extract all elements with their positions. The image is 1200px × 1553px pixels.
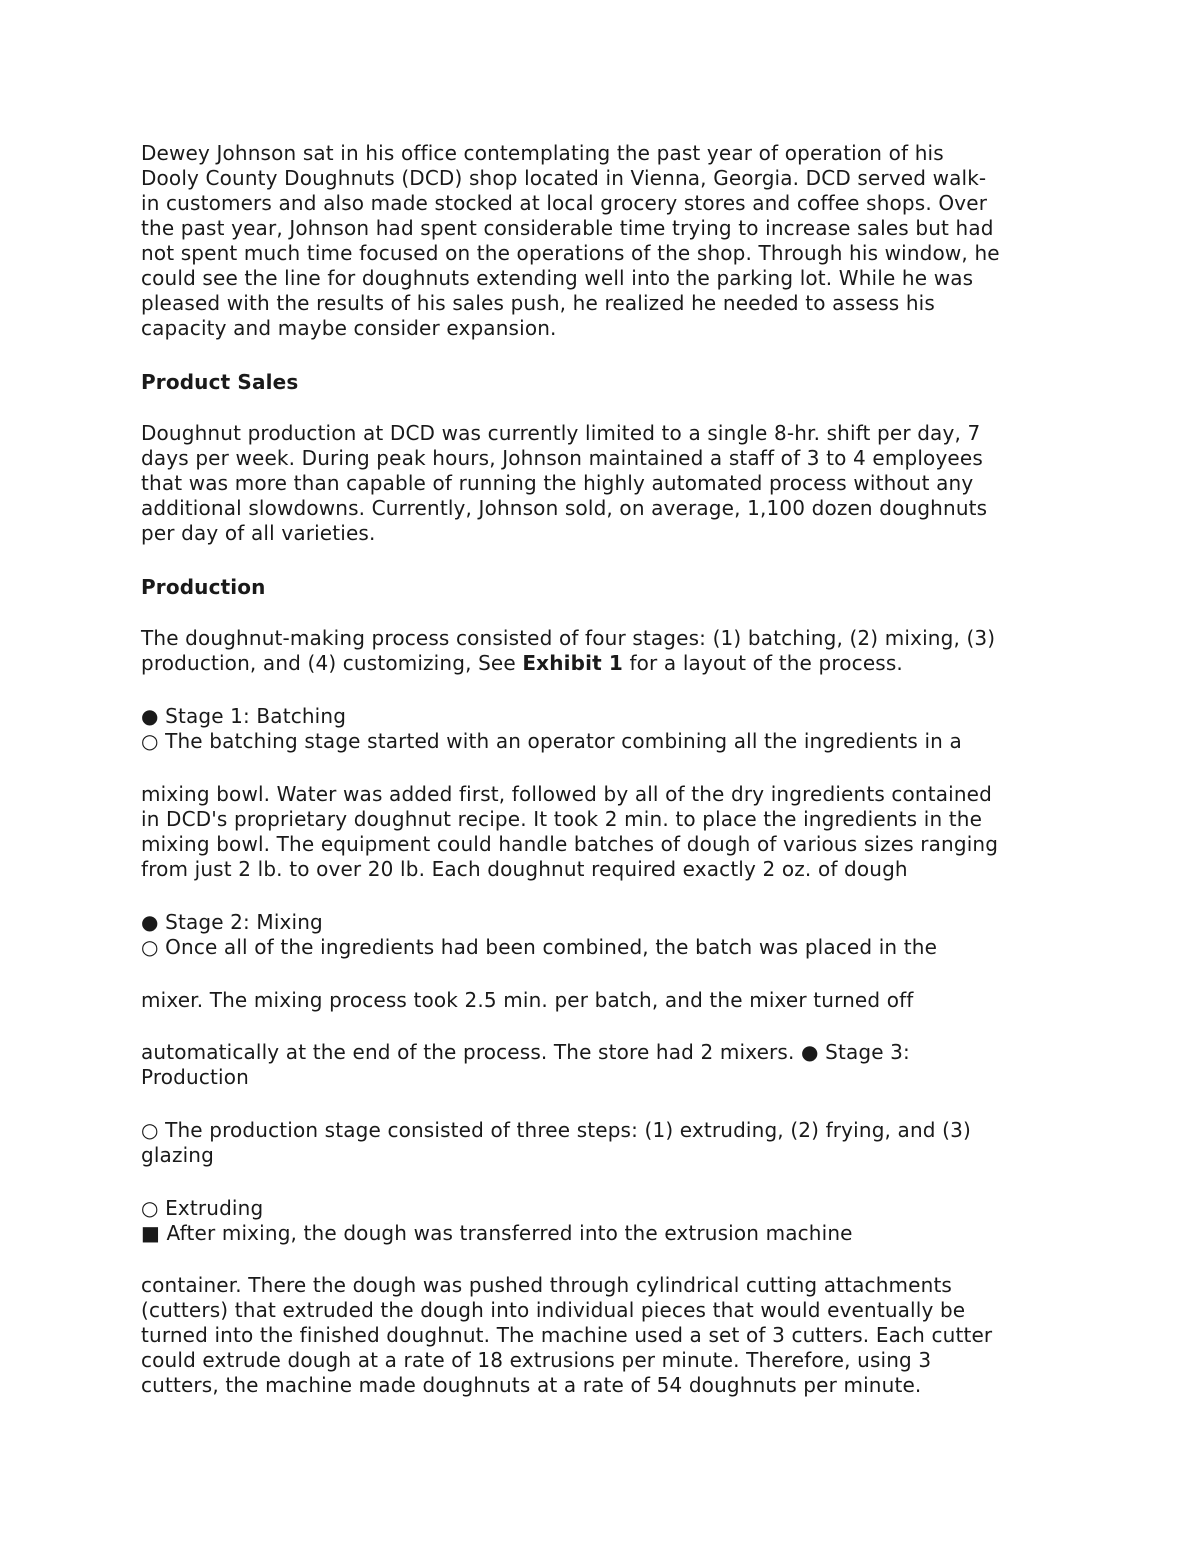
- paragraph-line: glazing: [141, 1143, 214, 1167]
- stage-sub-sub-bullet: ■ After mixing, the dough was transferred into the extrusion machine: [141, 1221, 853, 1245]
- stage-sub-bullet: ○ The batching stage started with an operator combining all the ingredients in a: [141, 729, 962, 753]
- paragraph-line: days per week. During peak hours, Johnson maintained a staff of 3 to 4 employees: [141, 446, 983, 470]
- intro-line: in customers and also made stocked at local grocery stores and coffee shops. Over: [141, 191, 988, 215]
- paragraph-line: turned into the finished doughnut. The machine used a set of 3 cutters. Each cutter: [141, 1323, 993, 1347]
- paragraph-line: from just 2 lb. to over 20 lb. Each doughnut required exactly 2 oz. of dough: [141, 857, 908, 881]
- section-heading-production: Production: [141, 575, 266, 599]
- paragraph-line: container. There the dough was pushed through cylindrical cutting attachments: [141, 1273, 953, 1297]
- paragraph-line: [141, 651, 903, 676]
- paragraph-line: could extrude dough at a rate of 18 extrusions per minute. Therefore, using 3: [141, 1348, 932, 1372]
- section-heading-product-sales: Product Sales: [141, 370, 299, 394]
- paragraph-line: mixing bowl. Water was added first, followed by all of the dry ingredients contained: [141, 782, 992, 806]
- paragraph-line: cutters, the machine made doughnuts at a rate of 54 doughnuts per minute.: [141, 1373, 922, 1397]
- paragraph-line: Production: [141, 1065, 249, 1089]
- stage-sub-bullet: ○ The production stage consisted of three steps: (1) extruding, (2) frying, and (3): [141, 1118, 971, 1142]
- paragraph-line: The doughnut-making process consisted of four stages: (1) batching, (2) mixing, (3): [141, 626, 996, 650]
- paragraph-line: per day of all varieties.: [141, 521, 376, 545]
- text-run: production, and (4) customizing, See: [141, 651, 523, 675]
- stage-title: ● Stage 1: Batching: [141, 704, 347, 728]
- intro-line: not spent much time focused on the operations of the shop. Through his window, he: [141, 241, 1000, 265]
- paragraph-line: Doughnut production at DCD was currently limited to a single 8-hr. shift per day, 7: [141, 421, 981, 445]
- paragraph-line: mixing bowl. The equipment could handle batches of dough of various sizes ranging: [141, 832, 999, 856]
- paragraph-line: that was more than capable of running the highly automated process without any: [141, 471, 974, 495]
- paragraph-line: mixer. The mixing process took 2.5 min. per batch, and the mixer turned off: [141, 988, 914, 1012]
- stage-title: ● Stage 2: Mixing: [141, 910, 323, 934]
- text-run: for a layout of the process.: [622, 651, 903, 675]
- exhibit-reference: Exhibit 1: [522, 651, 623, 675]
- paragraph-line: automatically at the end of the process. The store had 2 mixers. ● Stage 3:: [141, 1040, 910, 1064]
- paragraph-line: (cutters) that extruded the dough into individual pieces that would eventually be: [141, 1298, 966, 1322]
- intro-line: the past year, Johnson had spent considerable time trying to increase sales but had: [141, 216, 994, 240]
- intro-line: Dooly County Doughnuts (DCD) shop located in Vienna, Georgia. DCD served walk-: [141, 166, 987, 190]
- intro-line: capacity and maybe consider expansion.: [141, 316, 557, 340]
- intro-line: could see the line for doughnuts extending well into the parking lot. While he was: [141, 266, 974, 290]
- paragraph-line: in DCD's proprietary doughnut recipe. It took 2 min. to place the ingredients in the: [141, 807, 983, 831]
- stage-sub-bullet: ○ Extruding: [141, 1196, 264, 1220]
- intro-line: Dewey Johnson sat in his office contemplating the past year of operation of his: [141, 141, 944, 165]
- stage-sub-bullet: ○ Once all of the ingredients had been combined, the batch was placed in the: [141, 935, 938, 959]
- paragraph-line: additional slowdowns. Currently, Johnson sold, on average, 1,100 dozen doughnuts: [141, 496, 988, 520]
- intro-line: pleased with the results of his sales push, he realized he needed to assess his: [141, 291, 935, 315]
